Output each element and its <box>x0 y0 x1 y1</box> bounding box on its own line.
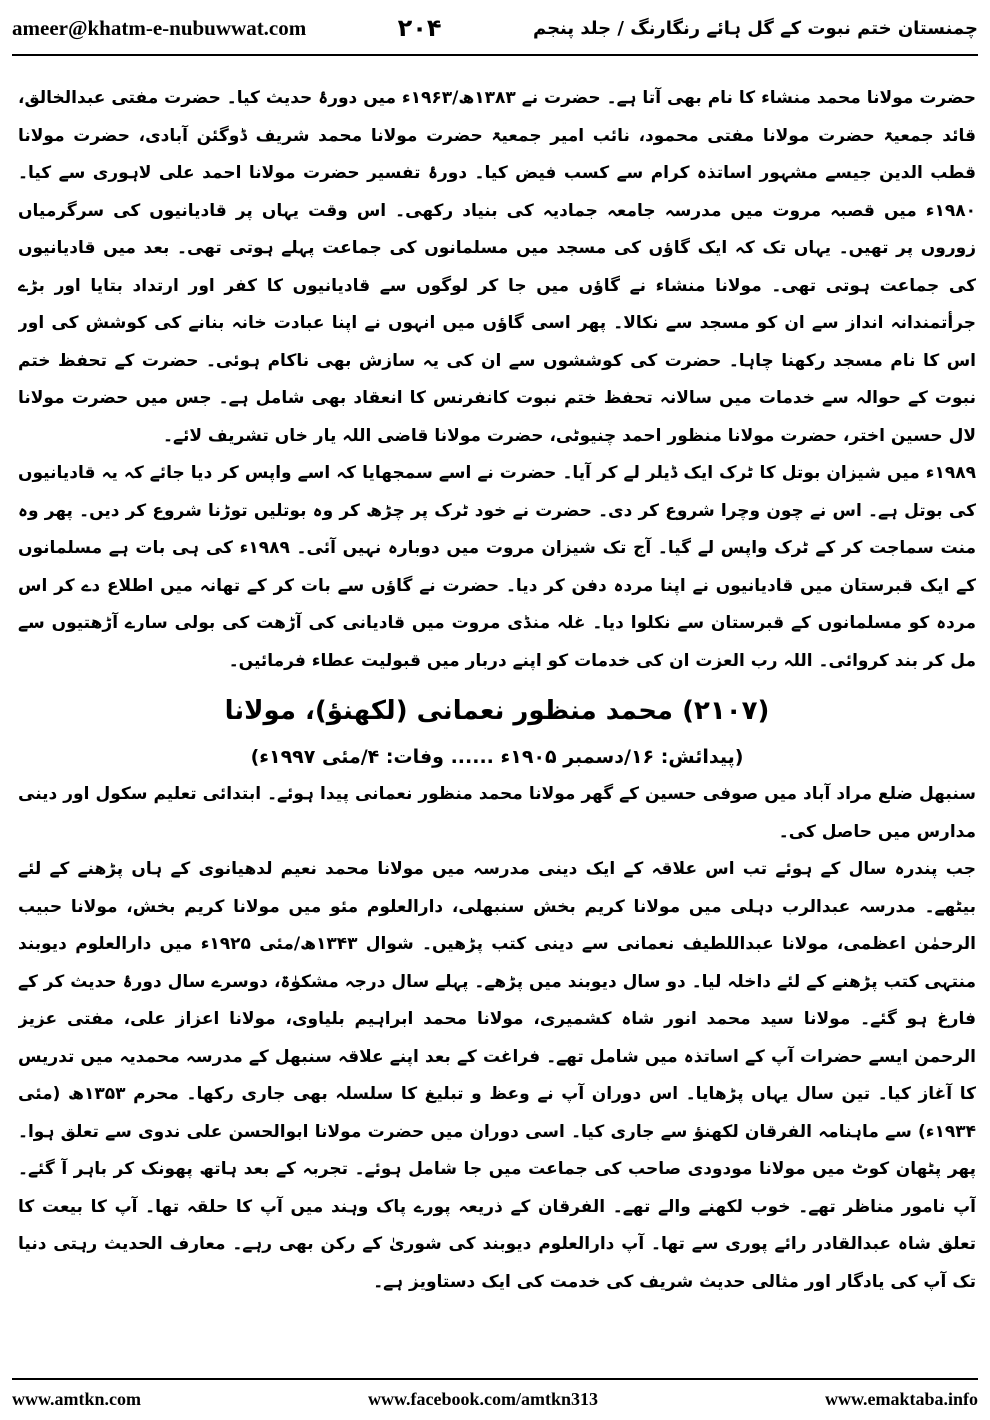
page-body <box>18 80 976 1370</box>
body-paragraph: سنبھل ضلع مراد آباد میں صوفی حسین کے گھر مولانا محمد منظور نعمانی پیدا ہوئے۔ ابتدائی تعلیم سکول اور دینی مدارس میں حاصل کی۔ <box>18 784 976 842</box>
book-title: چمنستان ختم نبوت کے گل ہائے رنگارنگ / جلد پنجم <box>532 17 978 39</box>
footer-link-facebook[interactable]: www.facebook.com/amtkn313 <box>367 1388 598 1409</box>
biography-heading: (۲۱۰۷) محمد منظور نعمانی (لکھنؤ)، مولانا <box>224 696 770 726</box>
header-email[interactable]: ameer@khatm-e-nubuwwat.com <box>12 15 307 40</box>
page-number: ۲۰۴ <box>397 14 442 42</box>
footer-link-amtkn[interactable]: www.amtkn.com <box>12 1388 141 1409</box>
biography-dates: (پیدائش: ۱۶/دسمبر ۱۹۰۵ء ...... وفات: ۴/مئی ۱۹۹۷ء) <box>250 746 744 768</box>
body-paragraph: حضرت مولانا محمد منشاء کا نام بھی آتا ہے۔ حضرت نے ۱۳۸۳ھ/۱۹۶۳ء میں دورۂ حدیث کیا۔ حضرت مفتی عبدالخالق، قائد جمعیۃ حضرت مولانا مفتی محمود، نائب امیر جمعیۃ حضرت مولانا محمد شریف ڈوگئن آبادی، حضرت مولانا قطب الدین جیسے مشہور اساتذہ کرام سے کسب فیض کیا۔ دورۂ تفسیر حضرت مولانا احمد علی لاہوری سے کیا۔ ۱۹۸۰ء میں قصبہ مروت میں مدرسہ جامعہ جمادیہ کی بنیاد رکھی۔ اس وقت یہاں پر قادیانیوں کی سرگرمیاں زوروں پر تھیں۔ یہاں تک کہ ایک گاؤں کی مسجد میں مسلمانوں کی جماعت پہلے ہوتی تھی۔ بعد میں قادیانیوں کی جماعت ہوتی تھی۔ مولانا منشاء نے گاؤں میں جا کر لوگوں سے قادیانیوں کا کفر اور ارتداد بتایا اور بڑے جرأتمندانہ انداز سے ان کو مسجد سے نکالا۔ پھر اسی گاؤں میں انہوں نے اپنا عبادت خانہ بنانے کی کوشش کی اور اس کا نام مسجد رکھنا چاہا۔ حضرت کی کوششوں سے ان کی یہ سازش بھی ناکام ہوئی۔ حضرت کے تحفظ ختم نبوت کے حوالہ سے خدمات میں سالانہ تحفظ ختم نبوت کانفرنس کا انعقاد بھی شامل ہے۔ جس میں حضرت مولانا لال حسین اختر، حضرت مولانا منظور احمد چنیوٹی، حضرت مولانا قاضی اللہ یار خاں تشریف لائے۔ <box>18 88 976 446</box>
footer-link-emaktaba[interactable]: www.emaktaba.info <box>824 1388 978 1409</box>
footer-divider <box>12 1378 978 1380</box>
body-paragraph: ۱۹۸۹ء میں شیزان بوتل کا ٹرک ایک ڈیلر لے کر آیا۔ حضرت نے اسے سمجھایا کہ اسے واپس کر دیا جائے کہ یہ قادیانیوں کی بوتل ہے۔ اس نے چون وچرا شروع کر دی۔ حضرت نے خود ٹرک پر چڑھ کر وہ بوتلیں توڑنا شروع کر دیں۔ پھر وہ منت سماجت کر کے ٹرک واپس لے گیا۔ آج تک شیزان مروت میں دوبارہ نہیں آئی۔ ۱۹۸۹ء کی ہی بات ہے مسلمانوں کے ایک قبرستان میں قادیانیوں نے اپنا مردہ دفن کر دیا۔ حضرت نے گاؤں سے بات کر کے تھانہ میں اطلاع دے کر اس مردہ کو مسلمانوں کے قبرستان سے نکلوا دیا۔ غلہ منڈی مروت میں قادیانی کی آڑھت کی بولی سارے آڑھتیوں سے مل کر بند کروائی۔ اللہ رب العزت ان کی خدمات کو اپنے دربار میں قبولیت عطاء فرمائیں۔ <box>18 463 976 671</box>
body-paragraph: جب پندرہ سال کے ہوئے تب اس علاقہ کے ایک دینی مدرسہ میں مولانا محمد نعیم لدھیانوی کے ہاں پڑھنے کے لئے بیٹھے۔ مدرسہ عبدالرب دہلی میں مولانا کریم بخش سنبھلی، دارالعلوم مئو میں مولانا کریم بخش، مولانا حبیب الرحمٰن اعظمی، مولانا عبداللطیف نعمانی سے دینی کتب پڑھیں۔ شوال ۱۳۴۳ھ/مئی ۱۹۲۵ء میں دارالعلوم دیوبند منتہی کتب پڑھنے کے لئے داخلہ لیا۔ دو سال دیوبند میں پڑھے۔ پہلے سال درجہ مشکوٰۃ، دوسرے سال دورۂ حدیث کر کے فارغ ہو گئے۔ مولانا سید محمد انور شاہ کشمیری، مولانا محمد ابراہیم بلیاوی، مولانا اعزاز علی، مفتی عزیز الرحمن ایسے حضرات آپ کے اساتذہ میں شامل تھے۔ فراغت کے بعد اپنے علاقہ سنبھل کے مدرسہ محمدیہ میں تدریس کا آغاز کیا۔ تین سال یہاں پڑھایا۔ اس دوران آپ نے وعظ و تبلیغ کا سلسلہ بھی جاری رکھا۔ محرم ۱۳۵۳ھ (مئی ۱۹۳۴ء) سے ماہنامہ الفرقان لکھنؤ سے جاری کیا۔ اسی دوران میں حضرت مولانا ابوالحسن علی ندوی سے تعلق ہوا۔ پھر پٹھان کوٹ میں مولانا مودودی صاحب کی جماعت میں جا شامل ہوئے۔ تجربہ کے بعد ہاتھ پھونک کر باہر آ گئے۔ آپ نامور مناظر تھے۔ خوب لکھنے والے تھے۔ الفرقان کے ذریعہ پورے پاک وہند میں آپ کا حلقہ تھا۔ آپ کا بیعت کا تعلق شاہ عبدالقادر رائے پوری سے تھا۔ آپ دارالعلوم دیوبند کی شوریٰ کے رکن بھی رہے۔ معارف الحدیث رہتی دنیا تک آپ کی یادگار اور مثالی حدیث شریف کی خدمت کی ایک دستاویز ہے۔ <box>18 859 976 1292</box>
page-header <box>12 6 978 50</box>
header-divider <box>12 54 978 56</box>
page-footer <box>12 1384 978 1414</box>
